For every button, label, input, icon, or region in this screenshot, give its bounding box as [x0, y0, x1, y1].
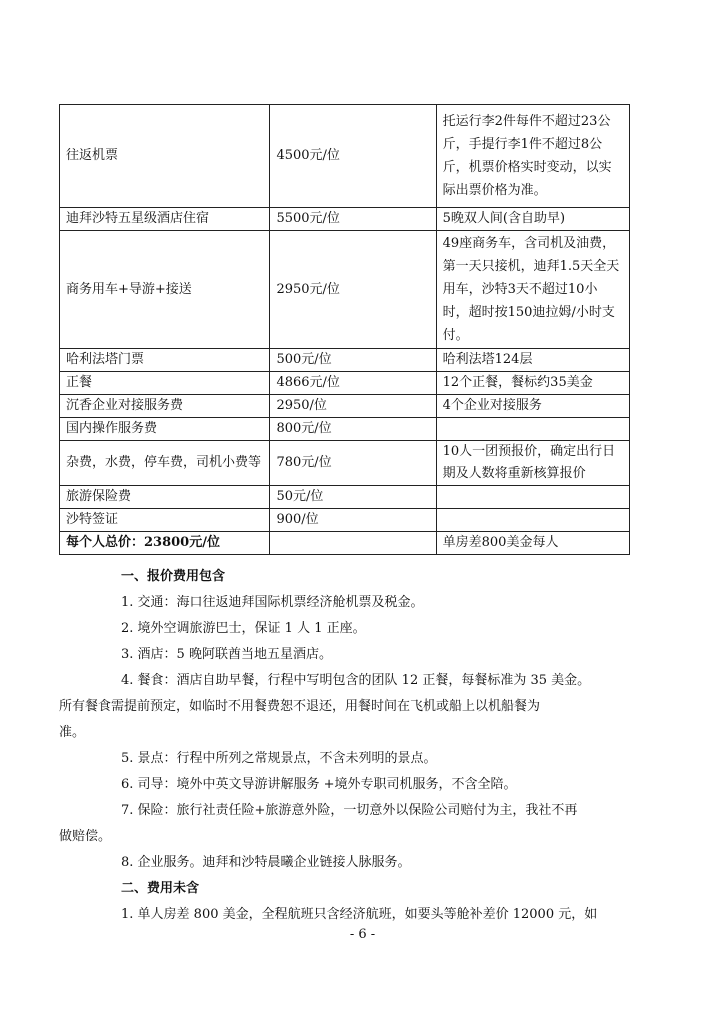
note-cell — [436, 486, 629, 509]
item-cell: 往返机票 — [60, 105, 270, 208]
note-cell: 单房差800美金每人 — [436, 532, 629, 555]
price-cell: 2950元/位 — [270, 231, 436, 349]
item-cell: 每个人总价：23800元/位 — [60, 532, 270, 555]
section2-heading: 二、费用未含 — [121, 881, 200, 896]
price-cell: 500元/位 — [270, 349, 436, 372]
item-cell: 旅游保险费 — [60, 486, 270, 509]
note-cell: 49座商务车，含司机及油费，第一天只接机，迪拜1.5天全天用车，沙特3天不超过10小时，超时按150迪拉姆/小时支付。 — [436, 231, 629, 349]
note-cell: 12个正餐，餐标约35美金 — [436, 372, 629, 395]
item-cell: 迪拜沙特五星级酒店住宿 — [60, 208, 270, 231]
note-cell: 哈利法塔124层 — [436, 349, 629, 372]
item-cell: 沙特签证 — [60, 509, 270, 532]
table-row — [60, 231, 630, 349]
price-cell: 780元/位 — [270, 441, 436, 486]
page-number: - 6 - — [349, 927, 376, 942]
price-cell — [270, 532, 436, 555]
price-table — [59, 104, 630, 555]
price-cell: 50元/位 — [270, 486, 436, 509]
section1-item: 所有餐食需提前预定，如临时不用餐费恕不退还，用餐时间在飞机或船上以机船餐为 — [59, 699, 541, 714]
table-row — [60, 441, 630, 486]
table-row — [60, 208, 630, 231]
table-row — [60, 349, 630, 372]
section1-item: 做赔偿。 — [59, 829, 112, 844]
item-cell: 哈利法塔门票 — [60, 349, 270, 372]
section1-item: 6. 司导：境外中英文导游讲解服务 +境外专职司机服务，不含全陪。 — [121, 777, 517, 792]
price-cell: 4866元/位 — [270, 372, 436, 395]
table-row — [60, 418, 630, 441]
note-cell — [436, 509, 629, 532]
note-cell: 4个企业对接服务 — [436, 395, 629, 418]
price-cell: 800元/位 — [270, 418, 436, 441]
note-cell: 5晚双人间(含自助早) — [436, 208, 629, 231]
section1-heading: 一、报价费用包含 — [121, 569, 226, 584]
section2-item: 1. 单人房差 800 美金，全程航班只含经济航班，如要头等舱补差价 12000 元，如 — [121, 907, 598, 922]
table-row — [60, 486, 630, 509]
price-cell: 900/位 — [270, 509, 436, 532]
section1-item: 8. 企业服务。迪拜和沙特晨曦企业链接人脉服务。 — [121, 855, 411, 870]
body-text — [59, 564, 639, 928]
table-row — [60, 105, 630, 208]
note-cell — [436, 418, 629, 441]
table-row — [60, 532, 630, 555]
table-row — [60, 372, 630, 395]
section1-item: 准。 — [59, 725, 86, 740]
note-cell: 10人一团预报价，确定出行日期及人数将重新核算报价 — [436, 441, 629, 486]
table-row — [60, 509, 630, 532]
section1-item: 3. 酒店：5 晚阿联酋当地五星酒店。 — [121, 647, 332, 662]
note-cell: 托运行李2件每件不超过23公斤，手提行李1件不超过8公斤，机票价格实时变动，以实际出票价格为准。 — [436, 105, 629, 208]
section1-item: 5. 景点：行程中所列之常规景点，不含未列明的景点。 — [121, 751, 437, 766]
price-cell: 4500元/位 — [270, 105, 436, 208]
item-cell: 国内操作服务费 — [60, 418, 270, 441]
section1-item: 4. 餐食：酒店自助早餐，行程中写明包含的团队 12 正餐，每餐标准为 35 美金。 — [121, 673, 591, 688]
table-row — [60, 395, 630, 418]
section1-item: 7. 保险：旅行社责任险+旅游意外险，一切意外以保险公司赔付为主，我社不再 — [121, 803, 578, 818]
item-cell: 沉香企业对接服务费 — [60, 395, 270, 418]
item-cell: 杂费，水费，停车费，司机小费等 — [60, 441, 270, 486]
price-cell: 2950/位 — [270, 395, 436, 418]
item-cell: 正餐 — [60, 372, 270, 395]
price-cell: 5500元/位 — [270, 208, 436, 231]
section1-item: 1. 交通：海口往返迪拜国际机票经济舱机票及税金。 — [121, 595, 424, 610]
item-cell: 商务用车+导游+接送 — [60, 231, 270, 349]
section1-item: 2. 境外空调旅游巴士，保证 1 人 1 正座。 — [121, 621, 366, 636]
